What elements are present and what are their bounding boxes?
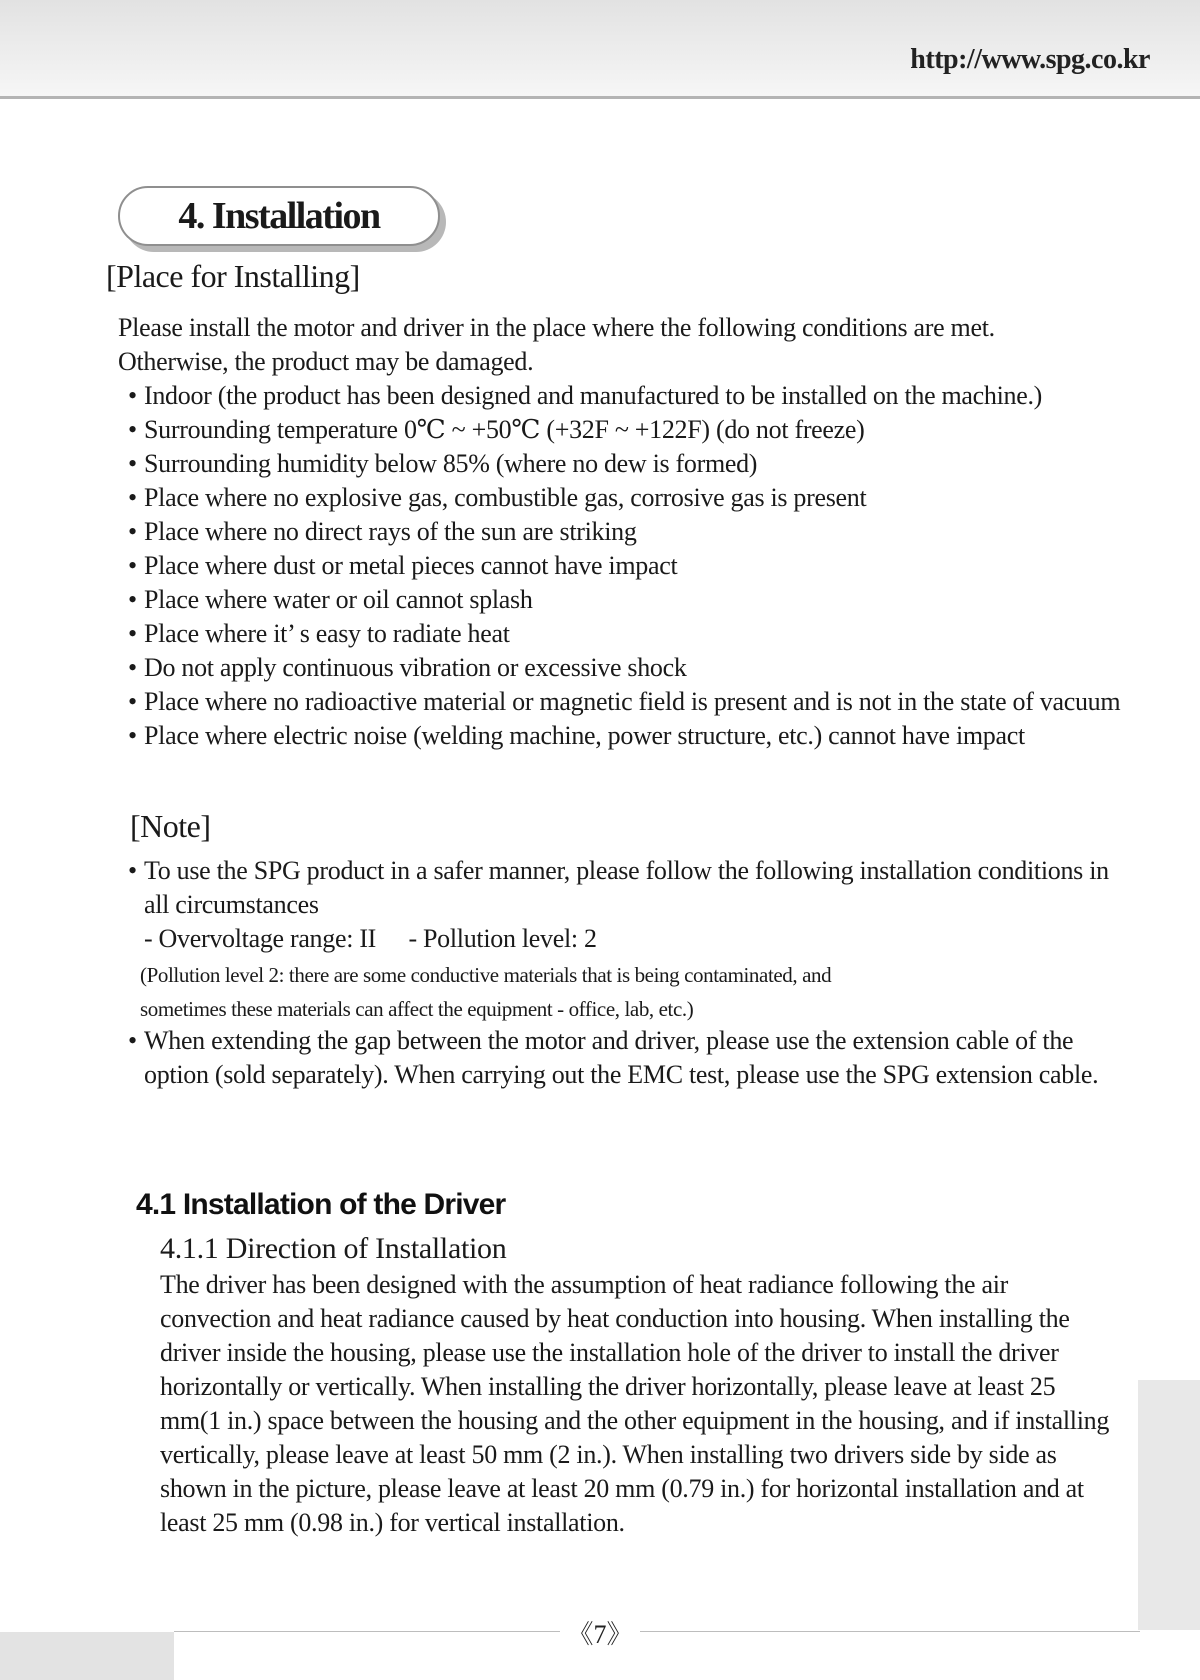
place-intro-line: Please install the motor and driver in the place where the following conditions are met. — [118, 313, 995, 342]
bullet-icon: • — [128, 517, 137, 546]
side-tab — [1138, 1380, 1200, 1630]
driver-body-text: The driver has been designed with the assumption of heat radiance following the air convection and heat radiance caused by heat conduction into housing. When installing the driver inside the housing, please use the installation hole of the driver to install the driver horizontally or vertically. When installing the driver horizontally, please leave at least 25 mm(1 in.) space between the housing and the other equipment in the housing, and if installing vertically, please leave at least 50 mm (2 in.). When installing two drivers side by side as shown in the picture, please leave at least 20 mm (0.79 in.) for horizontal installation and at least 25 mm (0.98 in.) for vertical installation. — [160, 1270, 1110, 1537]
list-item-text: Indoor (the product has been designed and manufactured to be installed on the machine.) — [144, 381, 1043, 410]
bullet-icon: • — [128, 721, 137, 750]
list-item — [128, 651, 1128, 685]
list-item-text: Place where dust or metal pieces cannot have impact — [144, 551, 678, 580]
bullet-icon: • — [128, 449, 137, 478]
list-item — [128, 685, 1128, 719]
list-item — [128, 617, 1128, 651]
section-title: 4. Installation — [178, 195, 380, 237]
note-list-a — [128, 854, 1118, 922]
overvoltage-range: - Overvoltage range: II — [144, 924, 377, 953]
place-conditions-list — [128, 379, 1128, 753]
pollution-detail-line: (Pollution level 2: there are some conductive materials that is being contaminated, and — [140, 963, 832, 987]
list-item — [128, 481, 1128, 515]
list-item — [128, 719, 1128, 753]
list-item — [128, 1024, 1118, 1092]
footer-divider-left — [174, 1631, 560, 1632]
bullet-icon: • — [128, 856, 137, 885]
list-item — [128, 549, 1128, 583]
list-item-text: Place where it’ s easy to radiate heat — [144, 619, 510, 648]
list-item — [128, 379, 1128, 413]
list-item-text: Place where no direct rays of the sun are striking — [144, 517, 637, 546]
pollution-level: - Pollution level: 2 — [408, 924, 597, 953]
list-item-text: Place where no radioactive material or magnetic field is present and is not in the state of vacuum — [144, 687, 1121, 716]
bullet-icon: • — [128, 415, 137, 444]
footer-divider-right — [640, 1631, 1140, 1632]
bullet-icon: • — [128, 653, 137, 682]
pollution-detail-line: sometimes these materials can affect the equipment - office, lab, etc.) — [140, 997, 694, 1021]
footer-band — [0, 1632, 174, 1680]
driver-heading: 4.1 Installation of the Driver — [136, 1188, 506, 1221]
place-heading: [Place for Installing] — [106, 258, 360, 294]
list-item — [128, 413, 1128, 447]
list-item-text: Place where water or oil cannot splash — [144, 585, 533, 614]
list-item — [128, 854, 1118, 922]
bullet-icon: • — [128, 619, 137, 648]
list-item — [128, 447, 1128, 481]
list-item — [128, 583, 1128, 617]
page-number: 《7》 — [560, 1614, 640, 1651]
list-item-text: When extending the gap between the motor and driver, please use the extension cable of the option (sold separately). When carrying out the EMC test, please use the SPG extension cable. — [144, 1026, 1099, 1089]
header-divider — [0, 96, 1200, 99]
list-item — [128, 515, 1128, 549]
bullet-icon: • — [128, 1026, 137, 1055]
note-conditions — [144, 922, 597, 956]
bullet-icon: • — [128, 483, 137, 512]
place-intro-line: Otherwise, the product may be damaged. — [118, 347, 534, 376]
note-heading: [Note] — [130, 808, 211, 844]
note-list-b — [128, 1024, 1118, 1092]
pollution-detail — [140, 958, 831, 1026]
list-item-text: Surrounding humidity below 85% (where no dew is formed) — [144, 449, 758, 478]
section-badge — [118, 186, 440, 246]
bullet-icon: • — [128, 687, 137, 716]
bullet-icon: • — [128, 585, 137, 614]
list-item-text: Do not apply continuous vibration or excessive shock — [144, 653, 687, 682]
bullet-icon: • — [128, 381, 137, 410]
list-item-text: Place where electric noise (welding machine, power structure, etc.) cannot have impact — [144, 721, 1025, 750]
list-item-text: Surrounding temperature 0℃ ~ +50℃ (+32F ~ +122F) (do not freeze) — [144, 415, 865, 444]
list-item-text: Place where no explosive gas, combustible gas, corrosive gas is present — [144, 483, 867, 512]
place-intro — [118, 311, 1138, 379]
list-item-text: To use the SPG product in a safer manner, please follow the following installation conditions in all circumstances — [144, 856, 1109, 919]
site-url: http://www.spg.co.kr — [910, 44, 1150, 75]
bullet-icon: • — [128, 551, 137, 580]
direction-subheading: 4.1.1 Direction of Installation — [160, 1232, 507, 1265]
